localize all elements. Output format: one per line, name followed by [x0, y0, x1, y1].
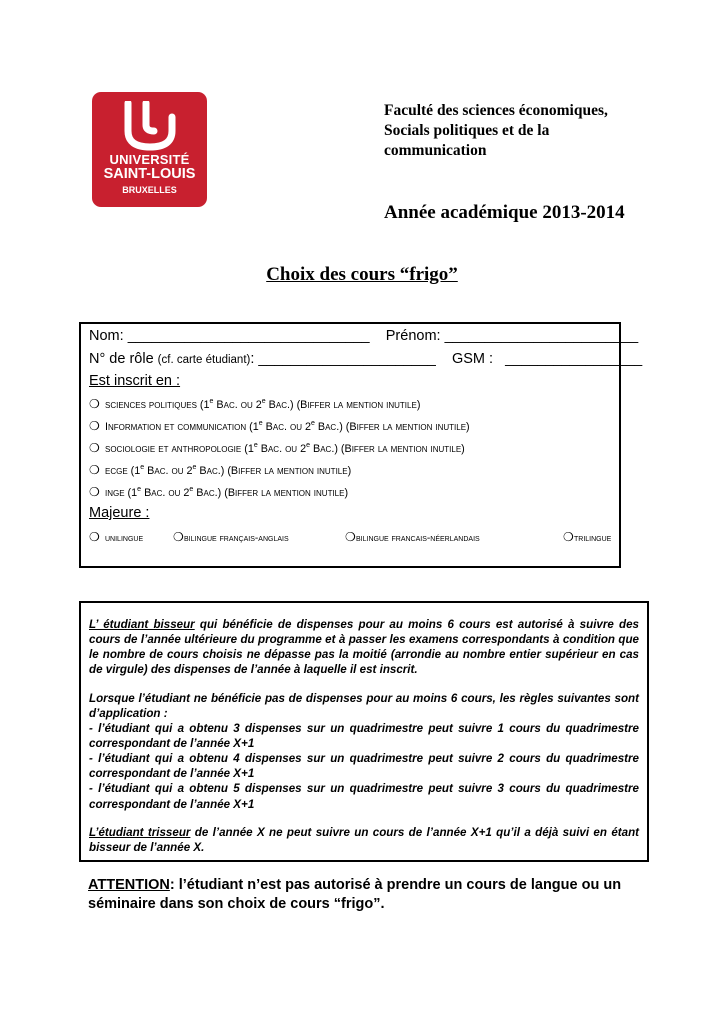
- radio-circle-icon: ❍: [89, 530, 100, 544]
- gsm-field[interactable]: _________________: [505, 351, 643, 367]
- option-item[interactable]: ❍ sociologie et anthropologie (1e Bac. ou 2e Bac.) (Biffer la mention inutile): [89, 441, 465, 455]
- university-logo: [92, 92, 207, 207]
- faculty-heading: [384, 101, 608, 161]
- logo-line-2: SAINT-LOUIS: [103, 166, 196, 182]
- role-colon: :: [250, 351, 255, 367]
- role-field[interactable]: ______________________: [258, 351, 436, 367]
- radio-circle-icon: ❍: [89, 463, 100, 477]
- inscrit-label: Est inscrit en :: [89, 373, 181, 389]
- student-form-box: [79, 322, 643, 568]
- radio-circle-icon: ❍: [89, 397, 100, 411]
- majeure-label: Majeure :: [89, 505, 150, 521]
- radio-circle-icon: ❍: [345, 530, 356, 544]
- attention-label: ATTENTION: [88, 877, 170, 893]
- faculty-line-2: Socials politiques et de la: [384, 122, 550, 139]
- majeure-option[interactable]: ❍trilingue: [563, 530, 612, 544]
- option-item[interactable]: ❍ inge (1e Bac. ou 2e Bac.) (Biffer la mention inutile): [89, 485, 349, 499]
- radio-circle-icon: ❍: [563, 530, 574, 544]
- rules-box: [79, 601, 649, 862]
- gsm-label: GSM :: [451, 351, 494, 367]
- nom-label: Nom:: [89, 328, 124, 344]
- option-item[interactable]: ❍ Information et communication (1e Bac. ou 2e Bac.) (Biffer la mention inutile): [89, 419, 470, 433]
- logo-emblem-icon: [124, 101, 176, 151]
- role-note: (cf. carte étudiant): [157, 354, 251, 366]
- radio-circle-icon: ❍: [89, 441, 100, 455]
- academic-year: Année académique 2013-2014: [384, 202, 625, 223]
- radio-circle-icon: ❍: [89, 485, 100, 499]
- majeure-option[interactable]: ❍bilingue francais-néerlandais: [345, 530, 480, 544]
- attention-text: : l’étudiant n’est pas autorisé à prendre un cours de langue ou un séminaire dans son choix de cours “frigo”.: [88, 877, 622, 912]
- logo-line-3: BRUXELLES: [122, 185, 177, 195]
- radio-circle-icon: ❍: [89, 419, 100, 433]
- option-item[interactable]: ❍ ecge (1e Bac. ou 2e Bac.) (Biffer la mention inutile): [89, 463, 352, 477]
- rules-text: [89, 617, 639, 869]
- faculty-line-1: Faculté des sciences économiques,: [384, 102, 608, 119]
- role-row: [89, 351, 642, 367]
- logo-line-1: UNIVERSITÉ: [109, 152, 190, 167]
- radio-circle-icon: ❍: [173, 530, 184, 544]
- majeure-option[interactable]: ❍ unilingue: [89, 530, 144, 544]
- name-row: [89, 328, 638, 344]
- rule-no-dispenses: Lorsque l’étudiant ne bénéficie pas de dispenses pour au moins 6 cours, les règles suivantes sont d’application : - l’étudiant qui a obtenu 3 dispenses sur un quadrimestre peut suivre 1 cours du quadrimestre correspondant de l’année X+1 - l’étudiant qui a obtenu 4 dispenses sur un quadrimestre peut suivre 2 cours du quadrimestre correspondant de l’année X+1 - l’étudiant qui a obtenu 5 dispenses sur un quadrimestre peut suivre 3 cours du quadrimestre correspondant de l’année X+1: [89, 691, 639, 811]
- role-label: N° de rôle: [89, 351, 154, 367]
- rule-bisseur: L’ étudiant bisseur qui bénéficie de dispenses pour au moins 6 cours est autorisé à suivre des cours de l’année ultérieure du programme et à passer les examens correspondants à condition que le nombre de cours choisis ne dépasse pas la moitié (arrondie au nombre entier supérieur en cas de virgule) des dispenses de l’année à laquelle il est inscrit.: [89, 618, 639, 677]
- option-item[interactable]: ❍ sciences politiques (1e Bac. ou 2e Bac.) (Biffer la mention inutile): [89, 397, 421, 411]
- prenom-label: Prénom:: [385, 328, 441, 344]
- prenom-field[interactable]: ________________________: [444, 328, 639, 344]
- majeure-option[interactable]: ❍bilingue français-anglais: [173, 530, 289, 544]
- nom-field[interactable]: ______________________________: [127, 328, 370, 344]
- faculty-line-3: communication: [384, 142, 487, 159]
- attention-note: [88, 876, 648, 914]
- page-title: Choix des cours “frigo”: [266, 264, 458, 285]
- rule-trisseur: L’étudiant trisseur de l’année X ne peut suivre un cours de l’année X+1 qu’il a déjà suivi en étant bisseur de l’année X.: [89, 826, 640, 855]
